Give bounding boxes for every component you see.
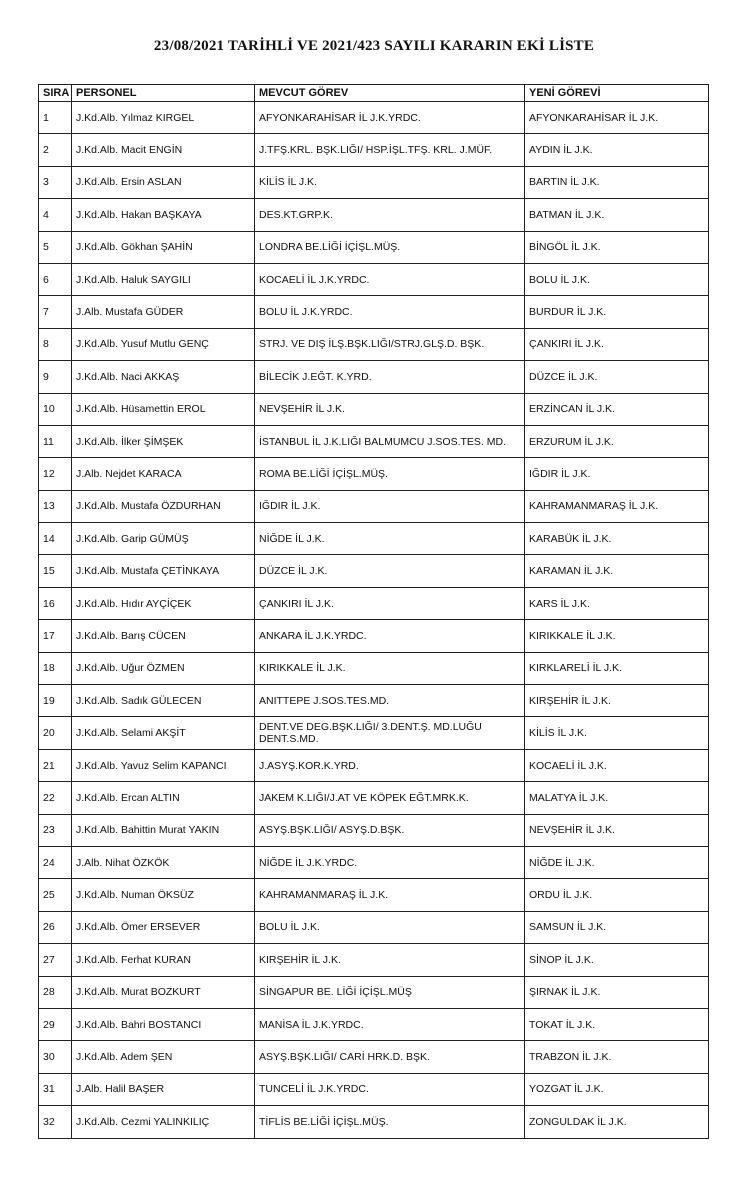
cell-yeni-gorevi: KIRŞEHİR İL J.K. <box>525 685 709 717</box>
cell-mevcut-gorev: TUNCELİ İL J.K.YRDC. <box>255 1073 525 1105</box>
table-row <box>39 879 709 911</box>
cell-personel: J.Kd.Alb. Haluk SAYGILI <box>72 263 255 295</box>
cell-mevcut-gorev: BOLU İL J.K.YRDC. <box>255 296 525 328</box>
table-row <box>39 102 709 134</box>
cell-sira: 18 <box>39 652 72 684</box>
table-row <box>39 263 709 295</box>
cell-yeni-gorevi: KARABÜK İL J.K. <box>525 523 709 555</box>
table-row <box>39 652 709 684</box>
cell-personel: J.Kd.Alb. Mustafa ÇETİNKAYA <box>72 555 255 587</box>
cell-personel: J.Kd.Alb. Ferhat KURAN <box>72 944 255 976</box>
cell-personel: J.Alb. Halil BAŞER <box>72 1073 255 1105</box>
cell-sira: 22 <box>39 782 72 814</box>
table-row <box>39 393 709 425</box>
cell-sira: 4 <box>39 199 72 231</box>
cell-personel: J.Kd.Alb. Ersin ASLAN <box>72 166 255 198</box>
cell-personel: J.Kd.Alb. Sadık GÜLECEN <box>72 685 255 717</box>
document-title: 23/08/2021 TARİHLİ VE 2021/423 SAYILI KARARIN EKİ LİSTE <box>153 38 595 54</box>
table-row <box>39 685 709 717</box>
cell-mevcut-gorev: ANITTEPE J.SOS.TES.MD. <box>255 685 525 717</box>
cell-personel: J.Kd.Alb. Mustafa ÖZDURHAN <box>72 490 255 522</box>
cell-sira: 12 <box>39 458 72 490</box>
cell-mevcut-gorev: DÜZCE İL J.K. <box>255 555 525 587</box>
table-row <box>39 814 709 846</box>
cell-mevcut-gorev: ROMA BE.LİĞİ İÇİŞL.MÜŞ. <box>255 458 525 490</box>
table-row <box>39 166 709 198</box>
cell-sira: 5 <box>39 231 72 263</box>
cell-sira: 2 <box>39 134 72 166</box>
cell-personel: J.Kd.Alb. Cezmi YALINKILIÇ <box>72 1106 255 1138</box>
cell-mevcut-gorev: ASYŞ.BŞK.LIĞI/ ASYŞ.D.BŞK. <box>255 814 525 846</box>
cell-personel: J.Kd.Alb. Yavuz Selim KAPANCI <box>72 749 255 781</box>
cell-mevcut-gorev: SİNGAPUR BE. LİĞİ İÇİŞL.MÜŞ <box>255 976 525 1008</box>
cell-yeni-gorevi: YOZGAT İL J.K. <box>525 1073 709 1105</box>
cell-mevcut-gorev: NEVŞEHİR İL J.K. <box>255 393 525 425</box>
cell-mevcut-gorev: STRJ. VE DIŞ İLŞ.BŞK.LIĞI/STRJ.GLŞ.D. BŞK. <box>255 328 525 360</box>
cell-personel: J.Kd.Alb. Yusuf Mutlu GENÇ <box>72 328 255 360</box>
table-row <box>39 555 709 587</box>
cell-yeni-gorevi: ERZURUM İL J.K. <box>525 425 709 457</box>
cell-yeni-gorevi: KARS İL J.K. <box>525 587 709 619</box>
cell-yeni-gorevi: SAMSUN İL J.K. <box>525 911 709 943</box>
cell-mevcut-gorev: KIRIKKALE İL J.K. <box>255 652 525 684</box>
cell-yeni-gorevi: IĞDIR İL J.K. <box>525 458 709 490</box>
cell-mevcut-gorev: KIRŞEHİR İL J.K. <box>255 944 525 976</box>
cell-mevcut-gorev: AFYONKARAHİSAR İL J.K.YRDC. <box>255 102 525 134</box>
table-row <box>39 944 709 976</box>
cell-personel: J.Alb. Mustafa GÜDER <box>72 296 255 328</box>
cell-yeni-gorevi: ÇANKIRI İL J.K. <box>525 328 709 360</box>
header-yeni-gorevi: YENİ GÖREVİ <box>525 85 709 102</box>
cell-sira: 9 <box>39 361 72 393</box>
cell-sira: 19 <box>39 685 72 717</box>
cell-mevcut-gorev: KOCAELİ İL J.K.YRDC. <box>255 263 525 295</box>
cell-yeni-gorevi: DÜZCE İL J.K. <box>525 361 709 393</box>
cell-personel: J.Kd.Alb. İlker ŞİMŞEK <box>72 425 255 457</box>
cell-yeni-gorevi: BARTIN İL J.K. <box>525 166 709 198</box>
table-row <box>39 425 709 457</box>
cell-personel: J.Kd.Alb. Yılmaz KIRGEL <box>72 102 255 134</box>
header-personel: PERSONEL <box>72 85 255 102</box>
table-row <box>39 1106 709 1138</box>
table-row <box>39 1008 709 1040</box>
cell-yeni-gorevi: AYDIN İL J.K. <box>525 134 709 166</box>
cell-mevcut-gorev: IĞDIR İL J.K. <box>255 490 525 522</box>
cell-mevcut-gorev: ÇANKIRI İL J.K. <box>255 587 525 619</box>
cell-personel: J.Kd.Alb. Ercan ALTIN <box>72 782 255 814</box>
cell-yeni-gorevi: KİLİS İL J.K. <box>525 717 709 749</box>
table-row <box>39 490 709 522</box>
cell-mevcut-gorev: ANKARA İL J.K.YRDC. <box>255 620 525 652</box>
cell-personel: J.Kd.Alb. Uğur ÖZMEN <box>72 652 255 684</box>
cell-sira: 11 <box>39 425 72 457</box>
cell-yeni-gorevi: MALATYA İL J.K. <box>525 782 709 814</box>
cell-sira: 17 <box>39 620 72 652</box>
cell-mevcut-gorev: ASYŞ.BŞK.LIĞI/ CARİ HRK.D. BŞK. <box>255 1041 525 1073</box>
table-row <box>39 717 709 749</box>
cell-yeni-gorevi: AFYONKARAHİSAR İL J.K. <box>525 102 709 134</box>
cell-sira: 10 <box>39 393 72 425</box>
cell-mevcut-gorev: J.ASYŞ.KOR.K.YRD. <box>255 749 525 781</box>
cell-mevcut-gorev: NİĞDE İL J.K. <box>255 523 525 555</box>
cell-personel: J.Kd.Alb. Hakan BAŞKAYA <box>72 199 255 231</box>
cell-sira: 20 <box>39 717 72 749</box>
table-row <box>39 523 709 555</box>
header-sira: SIRA <box>39 85 72 102</box>
cell-personel: J.Alb. Nejdet KARACA <box>72 458 255 490</box>
table-row <box>39 620 709 652</box>
cell-yeni-gorevi: ORDU İL J.K. <box>525 879 709 911</box>
table-row <box>39 976 709 1008</box>
cell-sira: 24 <box>39 846 72 878</box>
cell-sira: 23 <box>39 814 72 846</box>
cell-yeni-gorevi: NİĞDE İL J.K. <box>525 846 709 878</box>
cell-yeni-gorevi: BİNGÖL İL J.K. <box>525 231 709 263</box>
cell-mevcut-gorev: J.TFŞ.KRL. BŞK.LIĞI/ HSP.İŞL.TFŞ. KRL. J.MÜF. <box>255 134 525 166</box>
cell-mevcut-gorev: MANİSA İL J.K.YRDC. <box>255 1008 525 1040</box>
cell-sira: 1 <box>39 102 72 134</box>
cell-yeni-gorevi: ŞIRNAK İL J.K. <box>525 976 709 1008</box>
cell-mevcut-gorev: DES.KT.GRP.K. <box>255 199 525 231</box>
cell-sira: 30 <box>39 1041 72 1073</box>
cell-yeni-gorevi: BOLU İL J.K. <box>525 263 709 295</box>
cell-sira: 16 <box>39 587 72 619</box>
cell-sira: 21 <box>39 749 72 781</box>
table-row <box>39 1041 709 1073</box>
cell-yeni-gorevi: TOKAT İL J.K. <box>525 1008 709 1040</box>
table-row <box>39 846 709 878</box>
cell-yeni-gorevi: BATMAN İL J.K. <box>525 199 709 231</box>
cell-sira: 3 <box>39 166 72 198</box>
cell-sira: 25 <box>39 879 72 911</box>
cell-sira: 32 <box>39 1106 72 1138</box>
cell-yeni-gorevi: ZONGULDAK İL J.K. <box>525 1106 709 1138</box>
cell-personel: J.Kd.Alb. Hıdır AYÇİÇEK <box>72 587 255 619</box>
table-row <box>39 328 709 360</box>
header-mevcut-gorev: MEVCUT GÖREV <box>255 85 525 102</box>
cell-sira: 29 <box>39 1008 72 1040</box>
cell-mevcut-gorev: BOLU İL J.K. <box>255 911 525 943</box>
cell-mevcut-gorev: LONDRA BE.LİĞİ İÇİŞL.MÜŞ. <box>255 231 525 263</box>
cell-personel: J.Kd.Alb. Naci AKKAŞ <box>72 361 255 393</box>
cell-personel: J.Alb. Nihat ÖZKÖK <box>72 846 255 878</box>
cell-yeni-gorevi: NEVŞEHİR İL J.K. <box>525 814 709 846</box>
cell-sira: 27 <box>39 944 72 976</box>
cell-sira: 14 <box>39 523 72 555</box>
cell-sira: 15 <box>39 555 72 587</box>
cell-personel: J.Kd.Alb. Bahittin Murat YAKIN <box>72 814 255 846</box>
table-row <box>39 782 709 814</box>
table-row <box>39 296 709 328</box>
cell-sira: 13 <box>39 490 72 522</box>
table-row <box>39 458 709 490</box>
table-row <box>39 134 709 166</box>
cell-sira: 26 <box>39 911 72 943</box>
cell-mevcut-gorev: KİLİS İL J.K. <box>255 166 525 198</box>
table-row <box>39 587 709 619</box>
table-row <box>39 1073 709 1105</box>
cell-yeni-gorevi: KAHRAMANMARAŞ İL J.K. <box>525 490 709 522</box>
cell-personel: J.Kd.Alb. Selami AKŞİT <box>72 717 255 749</box>
cell-personel: J.Kd.Alb. Adem ŞEN <box>72 1041 255 1073</box>
cell-mevcut-gorev: JAKEM K.LIĞI/J.AT VE KÖPEK EĞT.MRK.K. <box>255 782 525 814</box>
table-row <box>39 911 709 943</box>
cell-yeni-gorevi: KIRKLARELİ İL J.K. <box>525 652 709 684</box>
cell-personel: J.Kd.Alb. Murat BOZKURT <box>72 976 255 1008</box>
cell-personel: J.Kd.Alb. Macit ENGİN <box>72 134 255 166</box>
cell-yeni-gorevi: KARAMAN İL J.K. <box>525 555 709 587</box>
cell-yeni-gorevi: BURDUR İL J.K. <box>525 296 709 328</box>
table-row <box>39 199 709 231</box>
cell-sira: 28 <box>39 976 72 1008</box>
cell-mevcut-gorev: NİĞDE İL J.K.YRDC. <box>255 846 525 878</box>
table-row <box>39 749 709 781</box>
cell-mevcut-gorev: TİFLİS BE.LİĞİ İÇİŞL.MÜŞ. <box>255 1106 525 1138</box>
cell-yeni-gorevi: KOCAELİ İL J.K. <box>525 749 709 781</box>
cell-personel: J.Kd.Alb. Gökhan ŞAHİN <box>72 231 255 263</box>
cell-mevcut-gorev: KAHRAMANMARAŞ İL J.K. <box>255 879 525 911</box>
cell-yeni-gorevi: SİNOP İL J.K. <box>525 944 709 976</box>
cell-mevcut-gorev: İSTANBUL İL J.K.LIĞI BALMUMCU J.SOS.TES. MD. <box>255 425 525 457</box>
cell-sira: 8 <box>39 328 72 360</box>
cell-yeni-gorevi: KIRIKKALE İL J.K. <box>525 620 709 652</box>
table-header-row <box>39 85 709 102</box>
cell-yeni-gorevi: TRABZON İL J.K. <box>525 1041 709 1073</box>
assignment-table <box>38 84 709 1139</box>
cell-personel: J.Kd.Alb. Ömer ERSEVER <box>72 911 255 943</box>
table-row <box>39 231 709 263</box>
cell-mevcut-gorev: DENT.VE DEG.BŞK.LIĞI/ 3.DENT.Ş. MD.LUĞU DENT.S.MD. <box>255 717 525 749</box>
cell-personel: J.Kd.Alb. Hüsamettin EROL <box>72 393 255 425</box>
cell-personel: J.Kd.Alb. Garip GÜMÜŞ <box>72 523 255 555</box>
cell-yeni-gorevi: ERZİNCAN İL J.K. <box>525 393 709 425</box>
cell-mevcut-gorev: BİLECİK J.EĞT. K.YRD. <box>255 361 525 393</box>
cell-personel: J.Kd.Alb. Barış CÜCEN <box>72 620 255 652</box>
table-row <box>39 361 709 393</box>
cell-sira: 31 <box>39 1073 72 1105</box>
cell-personel: J.Kd.Alb. Numan ÖKSÜZ <box>72 879 255 911</box>
cell-sira: 6 <box>39 263 72 295</box>
cell-personel: J.Kd.Alb. Bahri BOSTANCI <box>72 1008 255 1040</box>
cell-sira: 7 <box>39 296 72 328</box>
